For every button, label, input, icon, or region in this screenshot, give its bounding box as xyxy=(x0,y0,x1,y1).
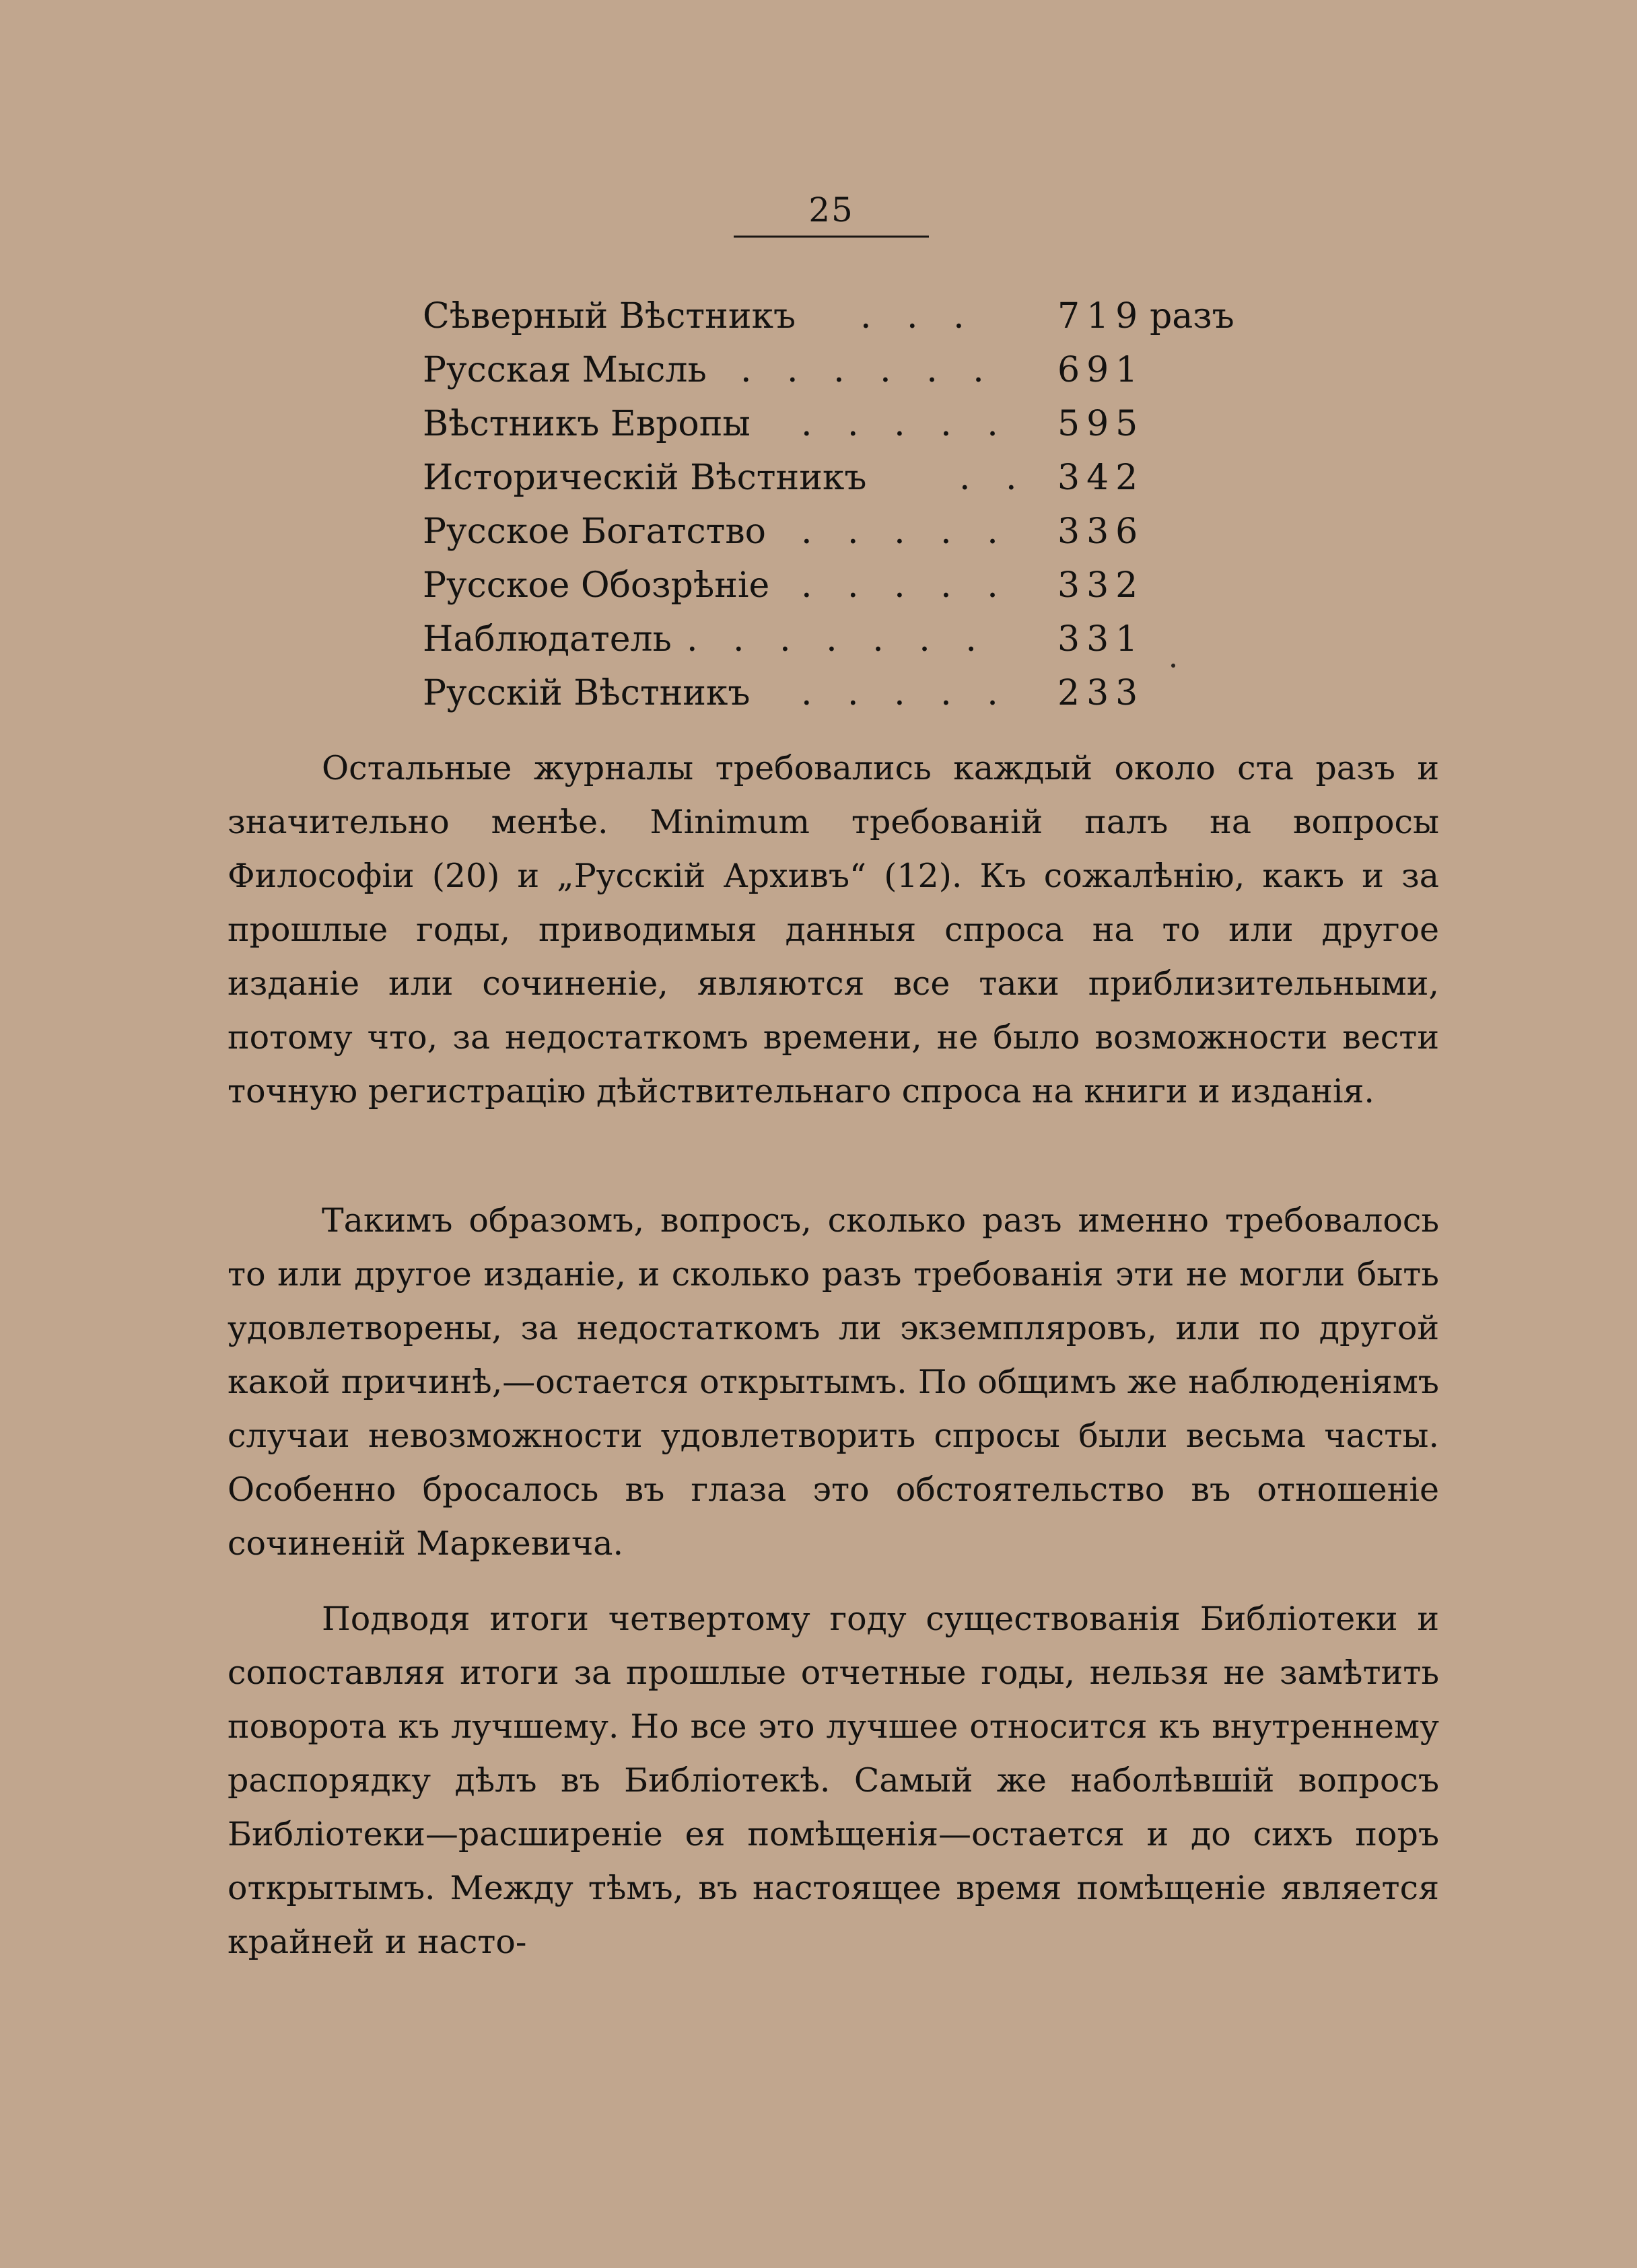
stats-row-title: Сѣверный Вѣстникъ xyxy=(423,296,796,336)
stats-row-title: Русская Мысль xyxy=(423,350,707,390)
stats-row-value: 233 xyxy=(1057,673,1145,713)
stats-row xyxy=(423,451,1251,505)
stats-row-leader: . . . . . . . xyxy=(687,619,989,660)
stats-row-title: Наблюдатель xyxy=(423,619,672,660)
stats-row-value: 595 xyxy=(1057,404,1145,444)
paragraph-2: Такимъ образомъ, вопросъ, сколько разъ именно требовалось то или другое изданіе, и сколько разъ требованія эти не могли быть удовлетворены, за недостаткомъ ли экземпляровъ, или по другой какой причинѣ,—остается открытымъ. По общимъ же наблюденіямъ случаи невозможности удовлетворить спросы были весьма часты. Особенно бросалось въ глаза это обстоятельство въ отношеніе сочиненій Маркевича. xyxy=(228,1201,1439,1563)
stray-mark xyxy=(1171,664,1175,668)
stats-row-unit: разъ xyxy=(1150,296,1234,336)
paragraph-1: Остальные журналы требовались каждый около ста разъ и значительно менѣе. Minimum требованій палъ на вопросы Философіи (20) и „Русскій Архивъ“ (12). Къ сожалѣнію, какъ и за прошлые годы, приводимыя данныя спроса на то или другое изданіе или сочиненіе, являются все таки приблизительными, потому что, за недостаткомъ времени, не было возможности вести точную регистрацію дѣйствительнаго спроса на книги и изданія. xyxy=(228,749,1439,1110)
page-number: 25 xyxy=(808,190,854,229)
stats-row-value: 331 xyxy=(1057,619,1145,660)
stats-row xyxy=(423,397,1251,451)
stats-row-leader: . . . . . xyxy=(801,404,1010,444)
stats-row-leader: . . xyxy=(959,458,1029,498)
stats-row-leader: . . . . . . xyxy=(740,350,996,390)
stats-row-value: 691 xyxy=(1057,350,1145,390)
stats-row xyxy=(423,612,1251,666)
stats-row xyxy=(423,666,1251,720)
paragraph-3: Подводя итоги четвертому году существованія Библіотеки и сопоставляя итоги за прошлые отчетные годы, нельзя не замѣтить поворота къ лучшему. Но все это лучшее относится къ внутреннему распорядку дѣлъ въ Библіотекѣ. Самый же наболѣвшій вопросъ Библіотеки—расширеніе ея помѣщенія—остается и до сихъ поръ открытымъ. Между тѣмъ, въ настоящее время помѣщеніе является крайней и насто- xyxy=(228,1600,1439,1961)
stats-row xyxy=(423,505,1251,559)
stats-row-title: Историческій Вѣстникъ xyxy=(423,458,867,498)
stats-row-leader: . . . . . xyxy=(801,511,1010,552)
stats-row-leader: . . . . . xyxy=(801,673,1010,713)
stats-row xyxy=(423,559,1251,612)
stats-row xyxy=(423,343,1251,397)
stats-row-value: 336 xyxy=(1057,511,1145,552)
stats-row-leader: . . . xyxy=(860,296,977,336)
page-number-rule xyxy=(734,236,929,238)
stats-row-value: 342 xyxy=(1057,458,1145,498)
stats-row-value: 719 xyxy=(1057,296,1145,336)
stats-row-title: Вѣстникъ Европы xyxy=(423,404,751,444)
stats-row-title: Русское Богатство xyxy=(423,511,766,552)
stats-row-value: 332 xyxy=(1057,565,1145,606)
stats-row-leader: . . . . . xyxy=(801,565,1010,606)
stats-row-title: Русскій Вѣстникъ xyxy=(423,673,751,713)
stats-table xyxy=(423,289,1251,720)
stats-row xyxy=(423,289,1251,343)
stats-row-title: Русское Обозрѣніе xyxy=(423,565,770,606)
